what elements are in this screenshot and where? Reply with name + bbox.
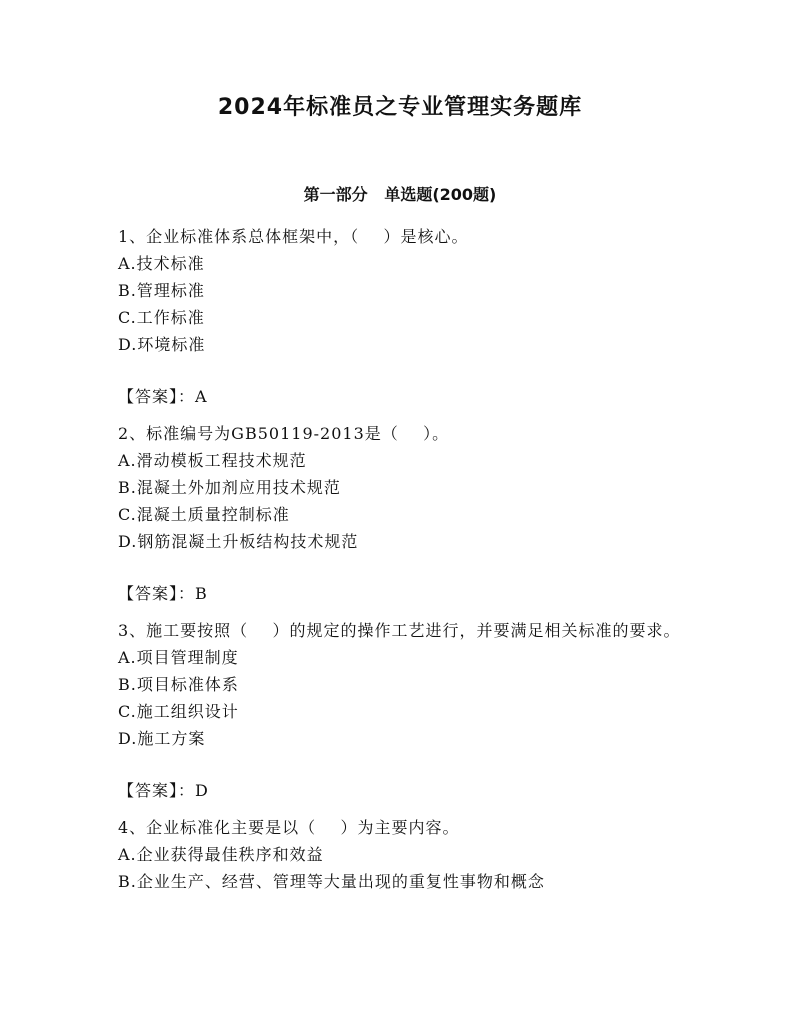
question-stem: 2、标准编号为GB50119-2013是（ ）。 [118,424,450,443]
question-answer: 【答案】：D [118,781,209,800]
question-stem: 1、企业标准体系总体框架中，（ ）是核心。 [118,227,469,246]
question-item [118,814,688,895]
section-title: 第一部分 单选题(200题) [303,185,497,204]
question-item [118,223,688,410]
question-answer: 【答案】：A [118,387,208,406]
question-option: B.管理标准 [118,281,205,300]
question-list [118,223,688,895]
question-option: A.滑动模板工程技术规范 [118,451,307,470]
question-option: C.混凝土质量控制标准 [118,505,290,524]
question-option: B.项目标准体系 [118,675,239,694]
question-option: D.钢筋混凝土升板结构技术规范 [118,532,359,551]
question-option: B.混凝土外加剂应用技术规范 [118,478,341,497]
question-option: C.施工组织设计 [118,702,239,721]
question-option: A.技术标准 [118,254,205,273]
question-stem: 3、施工要按照（ ）的规定的操作工艺进行，并要满足相关标准的要求。 [118,621,681,640]
question-item [118,617,688,804]
question-item [118,420,688,607]
question-stem: 4、企业标准化主要是以（ ）为主要内容。 [118,818,460,837]
question-answer: 【答案】：B [118,584,208,603]
document-title: 2024年标准员之专业管理实务题库 [217,95,583,120]
question-option: A.项目管理制度 [118,648,239,667]
question-option: B.企业生产、经营、管理等大量出现的重复性事物和概念 [118,872,545,891]
question-option: D.环境标准 [118,335,206,354]
question-option: A.企业获得最佳秩序和效益 [118,845,324,864]
question-option: C.工作标准 [118,308,205,327]
question-option: D.施工方案 [118,729,206,748]
